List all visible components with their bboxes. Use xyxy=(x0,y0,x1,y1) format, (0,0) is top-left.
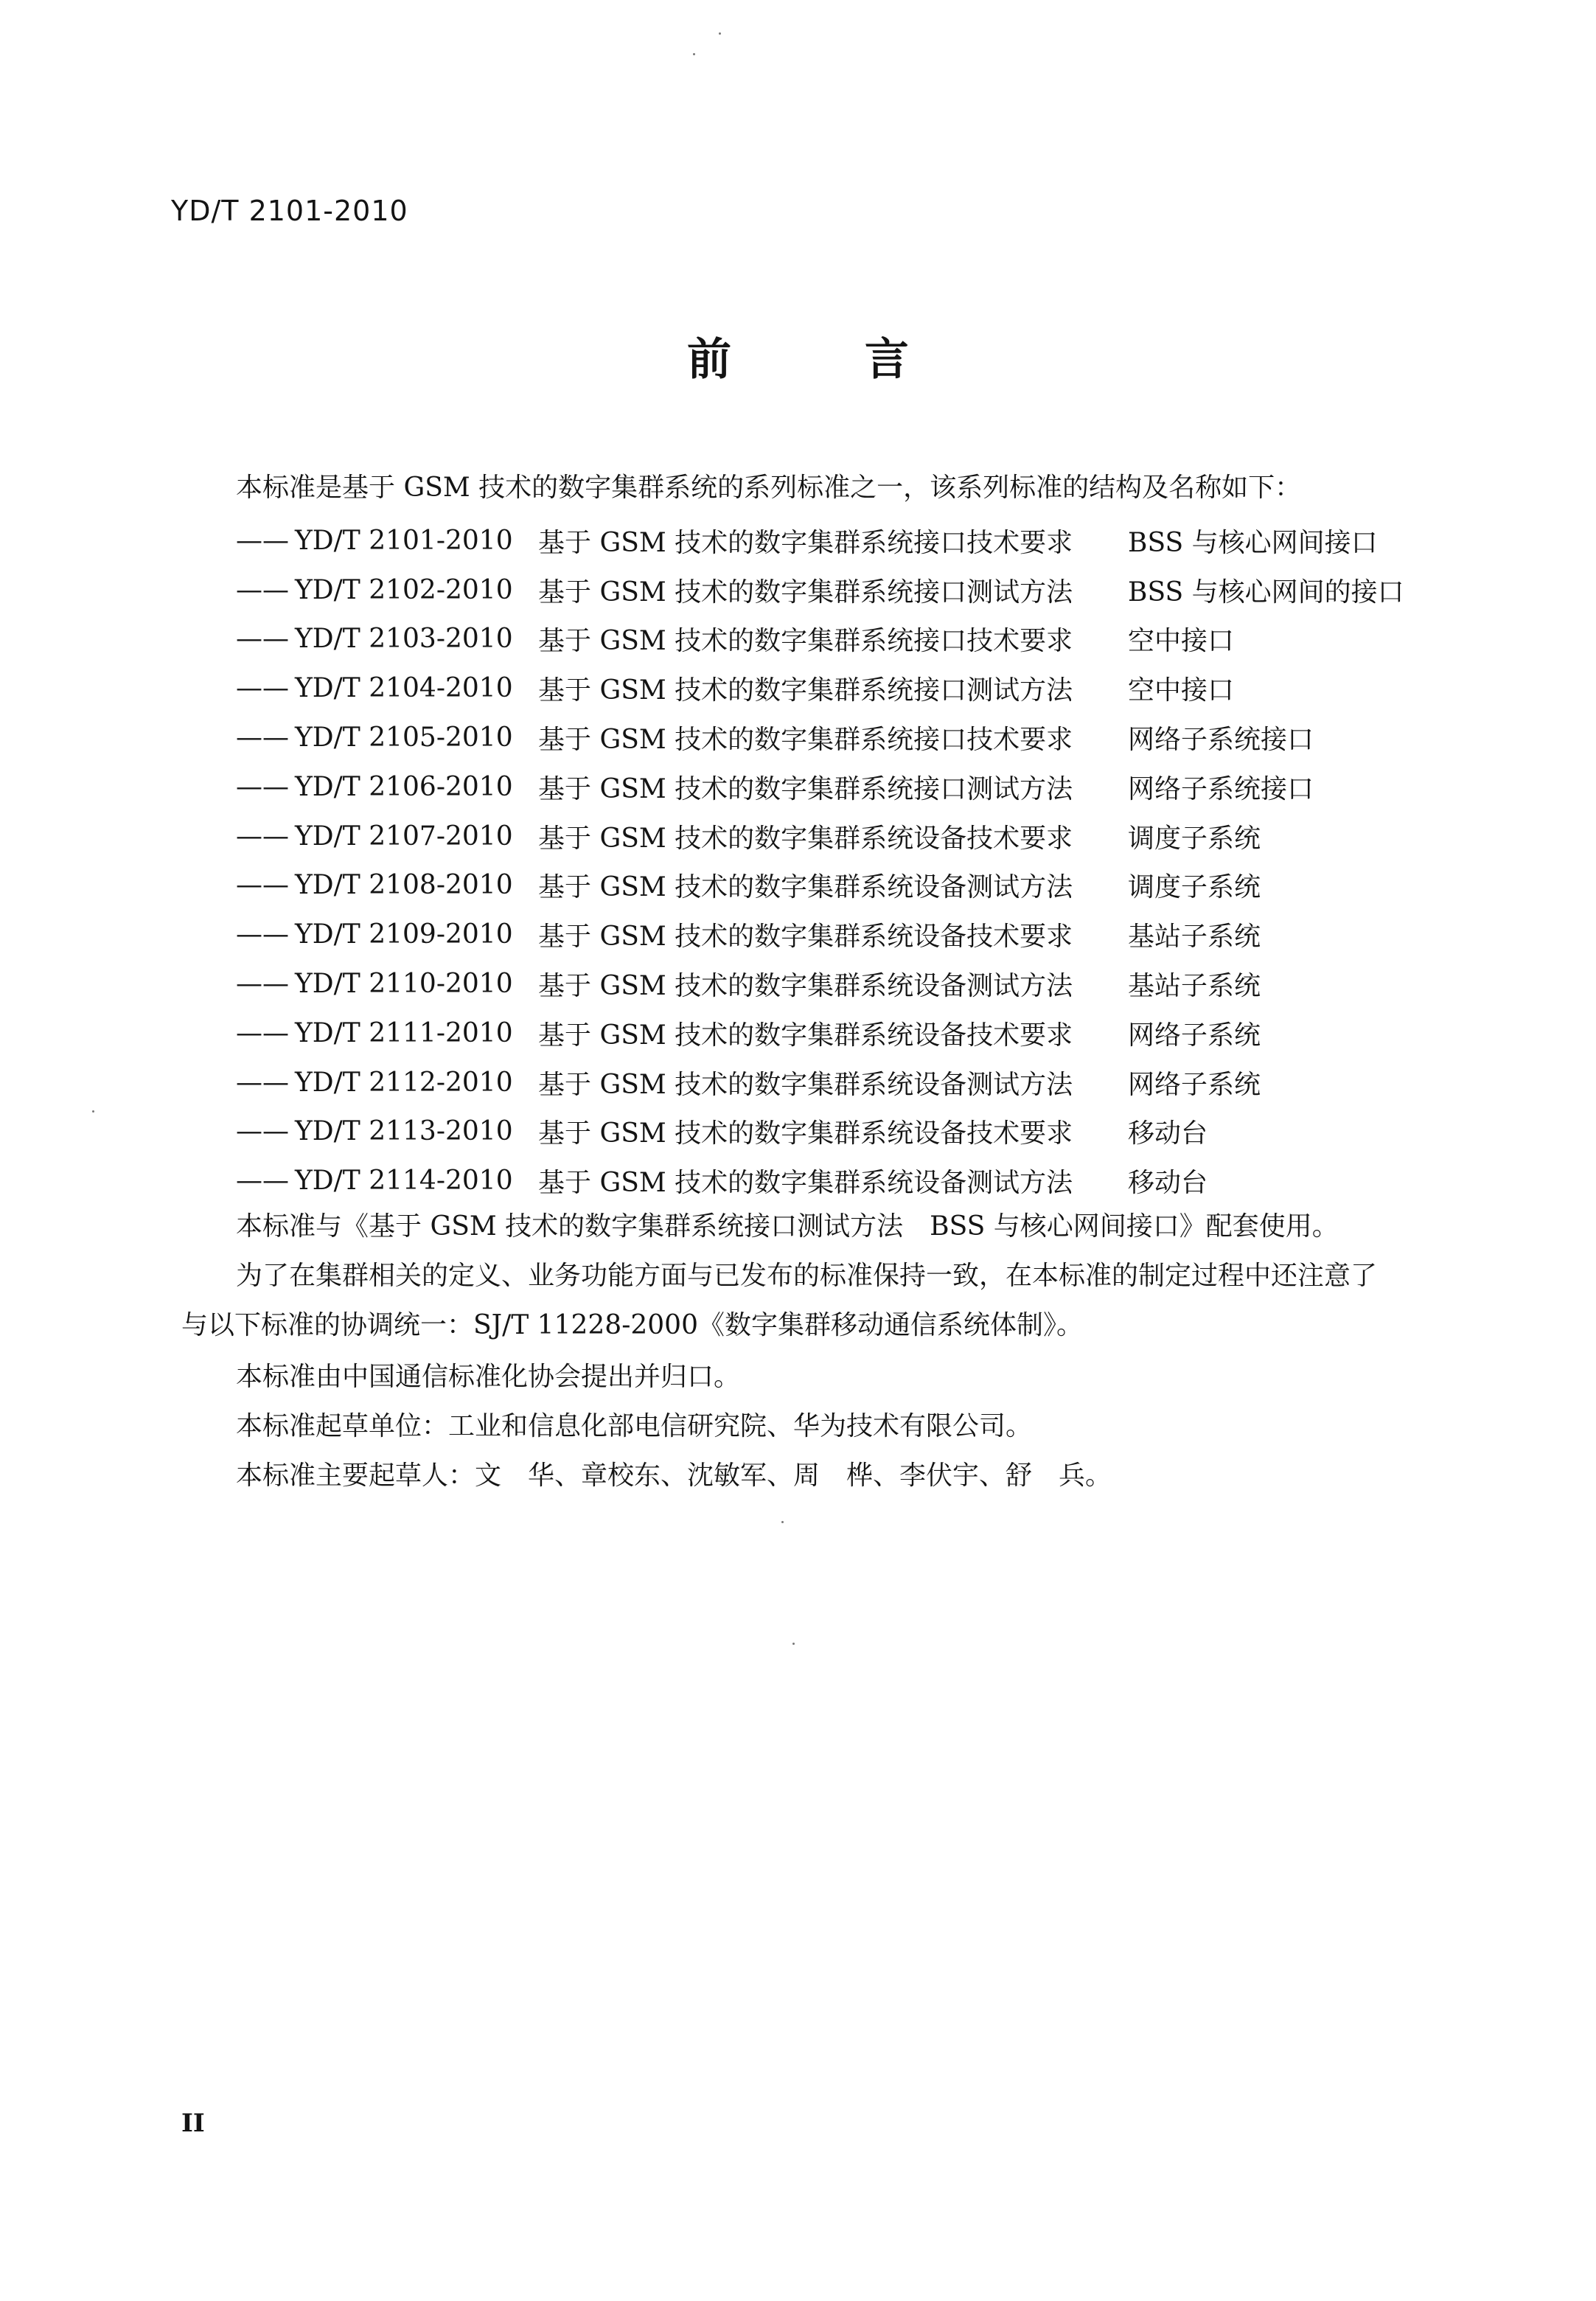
series-code: YD/T 2109-2010 xyxy=(295,919,513,950)
series-list-item xyxy=(236,713,1404,762)
series-name: 基于 GSM 技术的数字集群系统设备测试方法 xyxy=(538,1168,1073,1199)
series-code: YD/T 2111-2010 xyxy=(295,1017,513,1048)
series-name: 基于 GSM 技术的数字集群系统接口测试方法 xyxy=(538,675,1073,706)
series-name: 基于 GSM 技术的数字集群系统设备测试方法 xyxy=(538,872,1073,903)
series-code: YD/T 2101-2010 xyxy=(295,525,513,556)
series-code: YD/T 2108-2010 xyxy=(295,870,513,901)
series-name: 基于 GSM 技术的数字集群系统接口技术要求 xyxy=(538,626,1073,657)
series-name: 基于 GSM 技术的数字集群系统设备技术要求 xyxy=(538,922,1073,953)
series-list-item xyxy=(236,812,1404,861)
series-part: 调度子系统 xyxy=(1128,872,1261,903)
scan-speck xyxy=(719,32,721,35)
series-list-item xyxy=(236,1107,1404,1157)
proposer-paragraph: 本标准由中国通信标准化协会提出并归口。 xyxy=(236,1362,741,1392)
series-standards-list xyxy=(236,516,1404,1205)
series-code: YD/T 2114-2010 xyxy=(295,1166,513,1197)
series-code: YD/T 2104-2010 xyxy=(295,673,513,704)
series-part: 移动台 xyxy=(1128,1168,1208,1199)
series-part: 网络子系统接口 xyxy=(1128,725,1314,756)
series-code: YD/T 2105-2010 xyxy=(295,723,513,753)
series-dash: —— xyxy=(236,821,289,852)
coordination-paragraph-line2: 与以下标准的协调统一：SJ/T 11228-2000《数字集群移动通信系统体制》。 xyxy=(181,1310,1083,1340)
series-dash: —— xyxy=(236,870,289,901)
series-name: 基于 GSM 技术的数字集群系统接口技术要求 xyxy=(538,725,1073,756)
series-part: BSS 与核心网间的接口 xyxy=(1128,577,1404,608)
series-dash: —— xyxy=(236,525,289,556)
coordination-paragraph-line1: 为了在集群相关的定义、业务功能方面与已发布的标准保持一致，在本标准的制定过程中还注意了 xyxy=(236,1261,1378,1291)
series-name: 基于 GSM 技术的数字集群系统设备技术要求 xyxy=(538,1118,1073,1149)
series-code: YD/T 2102-2010 xyxy=(295,574,513,605)
page-title: 前 言 xyxy=(687,334,968,386)
series-part: 网络子系统接口 xyxy=(1128,773,1314,804)
intro-paragraph: 本标准是基于 GSM 技术的数字集群系统的系列标准之一，该系列标准的结构及名称如下： xyxy=(236,473,1302,503)
series-name: 基于 GSM 技术的数字集群系统接口技术要求 xyxy=(538,527,1073,558)
series-part: 调度子系统 xyxy=(1128,823,1261,854)
series-dash: —— xyxy=(236,574,289,605)
series-dash: —— xyxy=(236,723,289,753)
series-list-item xyxy=(236,959,1404,1009)
page-number: II xyxy=(181,2109,205,2138)
series-code: YD/T 2107-2010 xyxy=(295,821,513,852)
series-dash: —— xyxy=(236,1166,289,1197)
series-dash: —— xyxy=(236,969,289,1000)
series-part: 空中接口 xyxy=(1128,675,1235,706)
series-code: YD/T 2110-2010 xyxy=(295,969,513,1000)
series-part: 移动台 xyxy=(1128,1118,1208,1149)
series-name: 基于 GSM 技术的数字集群系统设备测试方法 xyxy=(538,971,1073,1002)
series-list-item xyxy=(236,1058,1404,1107)
series-name: 基于 GSM 技术的数字集群系统接口测试方法 xyxy=(538,773,1073,804)
series-name: 基于 GSM 技术的数字集群系统接口测试方法 xyxy=(538,577,1073,608)
series-code: YD/T 2112-2010 xyxy=(295,1067,513,1098)
companion-paragraph: 本标准与《基于 GSM 技术的数字集群系统接口测试方法 BSS 与核心网间接口》配套使用。 xyxy=(236,1211,1339,1242)
series-part: 基站子系统 xyxy=(1128,922,1261,953)
series-list-item xyxy=(236,1009,1404,1058)
standard-code-header: YD/T 2101-2010 xyxy=(171,195,408,227)
scan-speck xyxy=(781,1521,784,1523)
scan-speck xyxy=(693,53,695,55)
series-name: 基于 GSM 技术的数字集群系统设备技术要求 xyxy=(538,1020,1073,1051)
series-list-item xyxy=(236,565,1404,615)
series-code: YD/T 2106-2010 xyxy=(295,771,513,802)
drafting-units-paragraph: 本标准起草单位：工业和信息化部电信研究院、华为技术有限公司。 xyxy=(236,1411,1033,1441)
series-code: YD/T 2113-2010 xyxy=(295,1116,513,1147)
series-part: 网络子系统 xyxy=(1128,1020,1261,1051)
series-dash: —— xyxy=(236,1067,289,1098)
series-dash: —— xyxy=(236,673,289,704)
series-list-item xyxy=(236,1156,1404,1205)
series-part: 基站子系统 xyxy=(1128,971,1261,1002)
scan-speck xyxy=(792,1643,795,1645)
series-part: BSS 与核心网间接口 xyxy=(1128,527,1378,558)
series-dash: —— xyxy=(236,771,289,802)
series-dash: —— xyxy=(236,919,289,950)
series-list-item xyxy=(236,861,1404,911)
drafters-paragraph: 本标准主要起草人：文 华、章校东、沈敏军、周 桦、李伏宇、舒 兵。 xyxy=(236,1461,1112,1491)
series-part: 网络子系统 xyxy=(1128,1069,1261,1100)
series-dash: —— xyxy=(236,624,289,655)
series-part: 空中接口 xyxy=(1128,626,1235,657)
series-code: YD/T 2103-2010 xyxy=(295,624,513,655)
scan-speck xyxy=(92,1110,94,1113)
series-dash: —— xyxy=(236,1116,289,1147)
series-list-item xyxy=(236,664,1404,713)
series-list-item xyxy=(236,762,1404,812)
series-list-item xyxy=(236,516,1404,565)
series-list-item xyxy=(236,910,1404,959)
series-name: 基于 GSM 技术的数字集群系统设备技术要求 xyxy=(538,823,1073,854)
series-dash: —— xyxy=(236,1017,289,1048)
series-list-item xyxy=(236,615,1404,664)
series-name: 基于 GSM 技术的数字集群系统设备测试方法 xyxy=(538,1069,1073,1100)
